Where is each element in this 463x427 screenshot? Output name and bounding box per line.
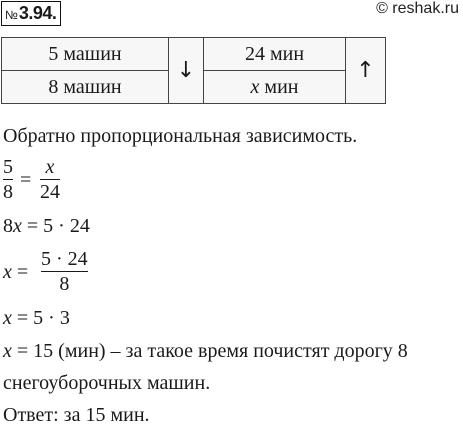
unit-label: мин <box>259 75 299 98</box>
ratio-table <box>1 37 386 104</box>
equation-step-1 <box>3 214 90 238</box>
fraction-denominator: 24 <box>40 181 60 203</box>
arrow-down-icon: ↓ <box>169 38 204 104</box>
variable-x: x <box>3 307 12 329</box>
variable-x: x <box>3 340 12 362</box>
fraction <box>41 248 88 295</box>
fraction-bar <box>41 271 88 272</box>
arrow-up-icon: ↑ <box>346 38 386 104</box>
equation-step-3 <box>3 306 70 330</box>
fraction-numerator: x <box>45 156 55 178</box>
equation-rhs: = 5 · 3 <box>11 307 70 329</box>
fraction-bar <box>3 179 13 180</box>
fraction-bar <box>40 179 60 180</box>
cell-cars-2: 8 машин <box>2 71 169 104</box>
result-text: = 15 (мин) – за такое время почистят дорогу 8 <box>11 340 408 362</box>
fraction-numerator: 5 <box>3 156 13 178</box>
site-watermark: © reshak.ru <box>376 0 459 17</box>
variable-x: x <box>250 75 260 98</box>
proportion <box>3 156 103 206</box>
variable-x: x <box>13 215 22 237</box>
task-number-badge <box>1 1 61 26</box>
cell-time-1: 24 мин <box>204 38 346 71</box>
cell-cars-1: 5 машин <box>2 38 169 71</box>
cell-time-2 <box>204 71 346 104</box>
answer-line: Ответ: за 15 мин. <box>3 404 150 426</box>
variable-x: x <box>3 261 12 283</box>
fraction-right <box>40 156 60 203</box>
coefficient: 8 <box>3 215 13 237</box>
dependency-statement: Обратно пропорциональная зависимость. <box>3 125 358 147</box>
number-sign: № <box>5 8 18 22</box>
task-number: 3.94. <box>18 3 57 23</box>
equation-lhs <box>3 261 28 284</box>
result-line <box>3 339 408 363</box>
fraction-numerator: 5 · 24 <box>41 248 88 270</box>
fraction-denominator: 8 <box>59 273 70 295</box>
equals-sign: = <box>20 169 32 191</box>
equation-rhs: = 5 · 24 <box>21 215 90 237</box>
fraction-left <box>3 156 13 203</box>
equals-sign: = <box>11 261 29 283</box>
result-continuation: снегоуборочных машин. <box>3 372 211 394</box>
table-row <box>2 38 386 71</box>
fraction-denominator: 8 <box>3 181 13 203</box>
equation-step-2 <box>3 248 123 298</box>
